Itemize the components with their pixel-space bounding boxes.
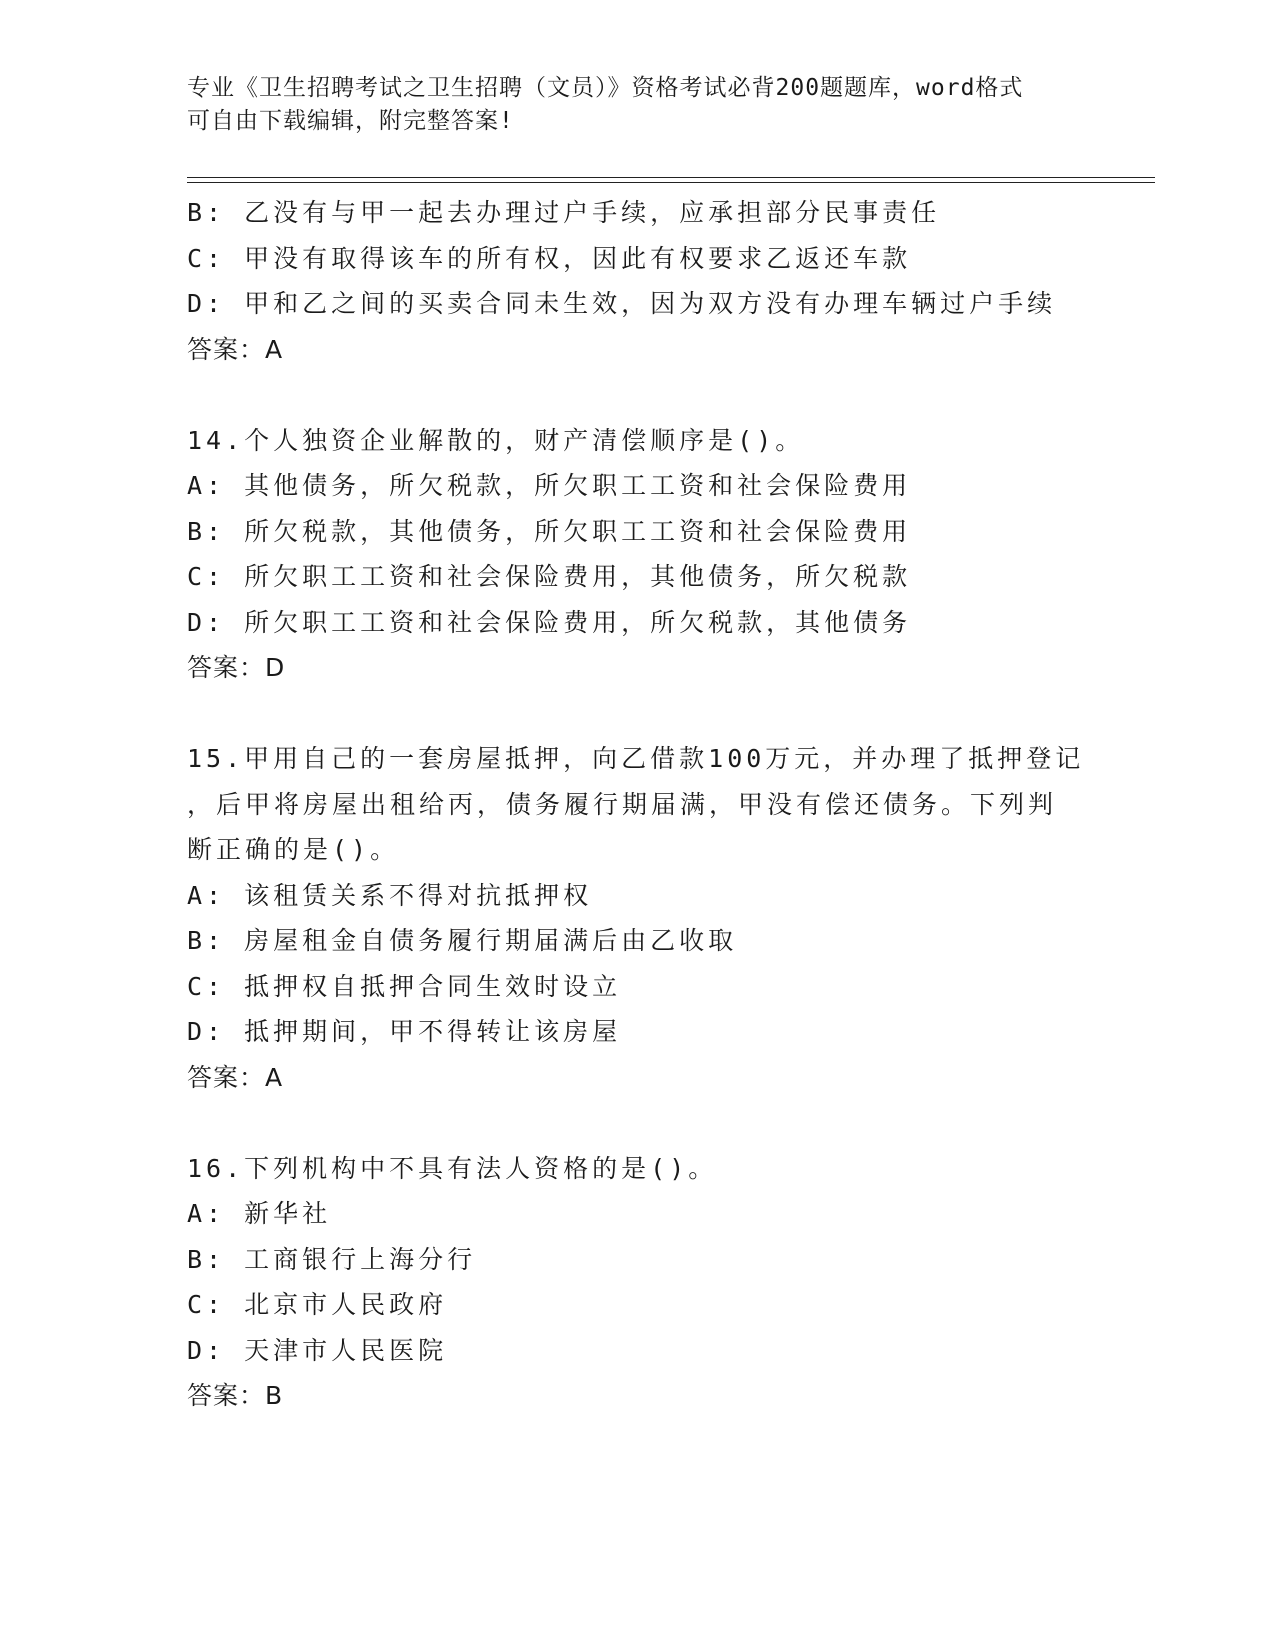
question-stem: 14.个人独资企业解散的，财产清偿顺序是()。 <box>187 425 805 455</box>
option-b: B: 房屋租金自债务履行期届满后由乙收取 <box>187 926 738 955</box>
question-14 <box>187 418 1087 691</box>
spacer <box>187 372 1087 418</box>
header-title-line-2: 可自由下载编辑，附完整答案! <box>187 108 514 134</box>
answer-line: 答案：B <box>187 1381 284 1410</box>
header-divider-top <box>187 177 1155 178</box>
option-d: D: 天津市人民医院 <box>187 1335 448 1365</box>
question-13-continuation <box>187 190 1087 372</box>
option-d: D: 甲和乙之间的买卖合同未生效，因为双方没有办理车辆过户手续 <box>187 289 1057 318</box>
header-divider-bottom <box>187 182 1155 183</box>
answer-line: 答案：A <box>187 334 284 364</box>
option-b: B: 乙没有与甲一起去办理过户手续，应承担部分民事责任 <box>187 198 941 227</box>
option-c: C: 甲没有取得该车的所有权，因此有权要求乙返还车款 <box>187 243 912 273</box>
option-d: D: 抵押期间，甲不得转让该房屋 <box>187 1017 622 1046</box>
spacer <box>187 691 1087 737</box>
question-15 <box>187 736 1087 1100</box>
answer-line: 答案：D <box>187 653 286 682</box>
header-title-line-1: 专业《卫生招聘考试之卫生招聘（文员）》资格考试必背200题题库，word格式 <box>187 75 1024 101</box>
option-b: B: 工商银行上海分行 <box>187 1244 477 1274</box>
option-b: B: 所欠税款，其他债务，所欠职工工资和社会保险费用 <box>187 516 912 546</box>
question-content <box>187 190 1087 1419</box>
question-stem: 断正确的是()。 <box>187 835 400 864</box>
answer-line: 答案：A <box>187 1062 284 1092</box>
document-header <box>187 72 1087 138</box>
option-a: A: 该租赁关系不得对抗抵押权 <box>187 880 593 910</box>
question-stem: 16.下列机构中不具有法人资格的是()。 <box>187 1153 718 1183</box>
spacer <box>187 1100 1087 1146</box>
question-16 <box>187 1146 1087 1419</box>
option-d: D: 所欠职工工资和社会保险费用，所欠税款，其他债务 <box>187 607 912 637</box>
question-stem: ，后甲将房屋出租给丙，债务履行期届满，甲没有偿还债务。下列判 <box>187 789 1058 819</box>
option-a: A: 其他债务，所欠税款，所欠职工工资和社会保险费用 <box>187 471 912 500</box>
option-c: C: 北京市人民政府 <box>187 1290 448 1319</box>
option-a: A: 新华社 <box>187 1199 332 1228</box>
question-stem: 15.甲用自己的一套房屋抵押，向乙借款100万元，并办理了抵押登记 <box>187 744 1085 773</box>
option-c: C: 所欠职工工资和社会保险费用，其他债务，所欠税款 <box>187 562 912 591</box>
option-c: C: 抵押权自抵押合同生效时设立 <box>187 971 622 1001</box>
